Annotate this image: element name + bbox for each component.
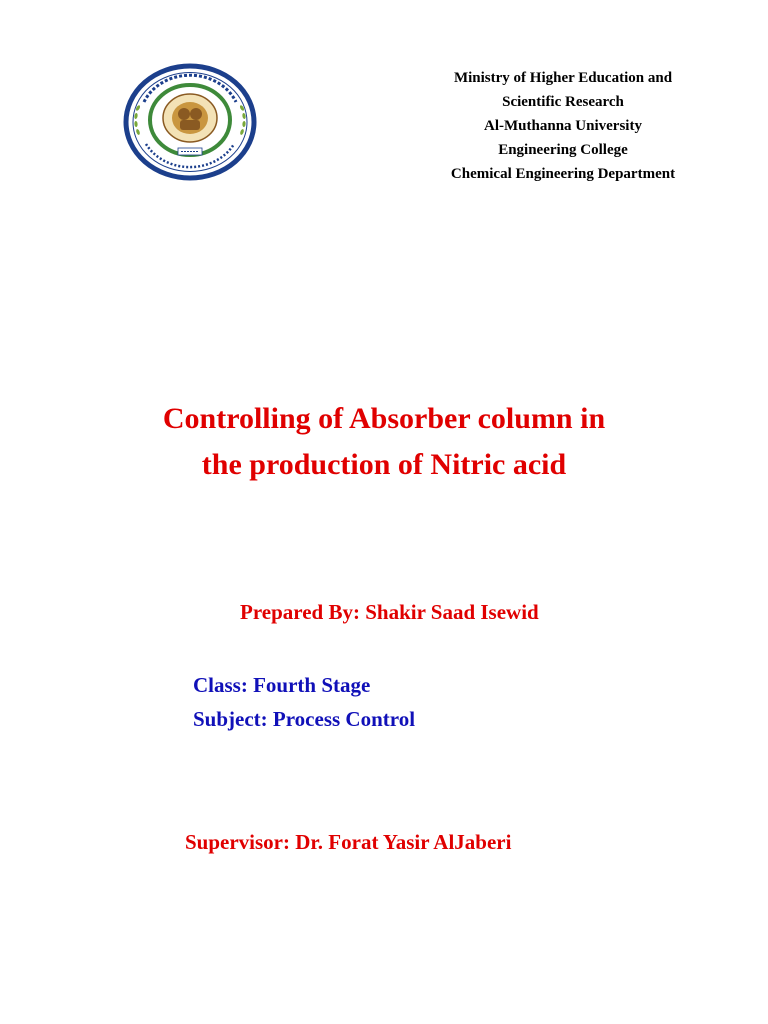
university-logo <box>122 62 258 182</box>
title-line-1: Controlling of Absorber column in <box>162 402 606 435</box>
class-info-block <box>193 668 415 736</box>
supervisor: Supervisor: Dr. Forat Yasir AlJaberi <box>185 830 512 854</box>
college-line: Engineering College <box>498 142 628 158</box>
subject-line: Subject: Process Control <box>193 707 416 731</box>
document-title <box>84 396 684 488</box>
institution-block <box>420 66 706 186</box>
department-line: Chemical Engineering Department <box>450 166 676 182</box>
ministry-line: Ministry of Higher Education and <box>453 70 673 86</box>
university-line: Al-Muthanna University <box>484 118 642 134</box>
university-seal-icon <box>122 62 258 182</box>
research-line: Scientific Research <box>502 94 624 110</box>
class-line: Class: Fourth Stage <box>193 673 371 697</box>
title-line-2: the production of Nitric acid <box>201 448 567 481</box>
prepared-by: Prepared By: Shakir Saad Isewid <box>240 600 539 624</box>
